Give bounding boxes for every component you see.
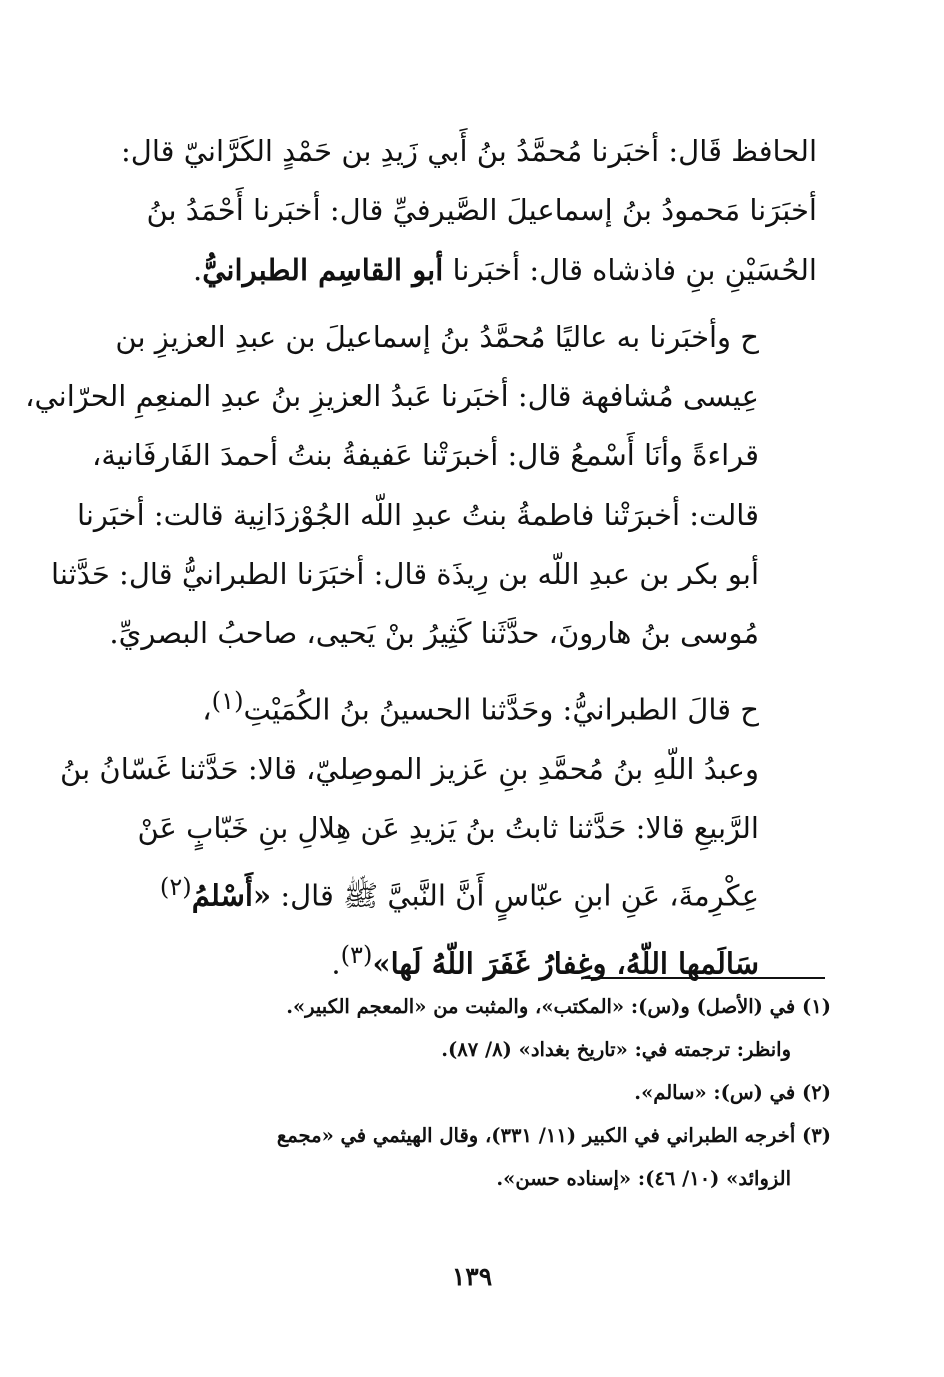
text-line: عِيسى مُشافهة قال: أخبَرنا عَبدُ العزيزِ بنُ عبدِ المنعِمِ الحرّاني، bbox=[25, 379, 759, 414]
hadith-text: «أَسْلمُ bbox=[191, 878, 272, 913]
text-run: عِكْرِمةَ، عَنِ ابنِ عبّاسٍ أَنَّ النَّبيَّ ﷺ قال: bbox=[271, 878, 759, 913]
text-line: قراءةً وأنَا أَسْمعُ قال: أخبرَتْنا عَفيفةُ بنتُ أحمدَ الفَارفَانية، bbox=[92, 438, 759, 473]
text-run: الحُسَيْنِ بنِ فاذشاه قال: أخبَرنا bbox=[443, 252, 817, 287]
bold-name: أبو القاسِم الطبرانيُّ bbox=[202, 252, 444, 287]
punctuation: ، bbox=[202, 692, 212, 727]
hadith-text: سَالَمها اللّهُ، وغِفارُ غَفَرَ اللّهُ لَها» bbox=[372, 946, 759, 981]
footnote-ref[interactable]: (١) bbox=[211, 686, 244, 715]
text-line: الرَّبيعِ قالا: حَدَّثنا ثابتُ بنُ يَزيدِ عَن هِلالِ بنِ خَبّابٍ عَنْ bbox=[137, 810, 759, 845]
footnote-1-continuation: وانظر: ترجمته في: «تاريخ بغداد» (٨/ ٨٧). bbox=[441, 1038, 791, 1061]
main-text bbox=[25, 122, 817, 1002]
footnote-ref[interactable]: (٢) bbox=[159, 873, 192, 902]
paragraph-2 bbox=[25, 308, 817, 664]
footnote-divider bbox=[585, 977, 825, 979]
punctuation: . bbox=[331, 946, 341, 981]
footnote-2: (٢) في (س): «سالم». bbox=[634, 1081, 831, 1104]
text-line: ح وأخبَرنا به عاليًا مُحمَّدُ بنُ إسماعيلَ بن عبدِ العزيزِ بن bbox=[115, 319, 759, 354]
text-line: قالت: أخبرَتْنا فاطمةُ بنتُ عبدِ اللّه الجُوْزدَانِية قالت: أخبَرنا bbox=[77, 497, 759, 532]
text-line: أبو بكر بن عبدِ اللّه بن رِيذَة قال: أخبَرَنا الطبرانيُّ قال: حَدَّثنا bbox=[51, 557, 759, 592]
footnote-1: (١) في (الأصل) و(س): «المكتب»، والمثبت من «المعجم الكبير». bbox=[286, 995, 831, 1018]
paragraph-3 bbox=[60, 672, 817, 994]
footnote-ref[interactable]: (٣) bbox=[340, 941, 373, 970]
paragraph-1 bbox=[121, 122, 817, 300]
text-line: الحافظ قَال: أخبَرنا مُحمَّدُ بنُ أَبي زَيدِ بن حَمْدٍ الكَرَّانيّ قال: bbox=[121, 134, 817, 168]
text-line: أخبَرَنا مَحمودُ بنُ إسماعيلَ الصَّيرفيِّ قال: أخبَرنا أَحْمَدُ بنُ bbox=[146, 193, 817, 228]
punctuation: . bbox=[193, 252, 203, 287]
footnote-3: (٣) أخرجه الطبراني في الكبير (١١/ ٣٣١)، وقال الهيثمي في «مجمع bbox=[276, 1124, 831, 1147]
page-number: ١٣٩ bbox=[451, 1262, 493, 1291]
text-line bbox=[135, 858, 817, 926]
text-line bbox=[135, 672, 817, 740]
footnote-3-continuation: الزوائد» (١٠/ ٤٦): «إسناده حسن». bbox=[496, 1167, 791, 1190]
text-line bbox=[135, 926, 817, 994]
text-run: ح قالَ الطبرانيُّ: وحَدَّثنا الحسينُ بنُ الكُمَيْتِ bbox=[243, 692, 759, 727]
text-line: وعبدُ اللّهِ بنُ مُحمَّدِ بنِ عَزيز الموصِليّ، قالا: حَدَّثنا غَسّانُ بنُ bbox=[60, 751, 759, 786]
footnotes bbox=[135, 985, 831, 1200]
text-line: مُوسى بنُ هارونَ، حدَّثَنا كَثِيرُ بنْ يَحيى، صاحبُ البصريِّ. bbox=[109, 616, 759, 651]
text-line bbox=[135, 241, 817, 300]
